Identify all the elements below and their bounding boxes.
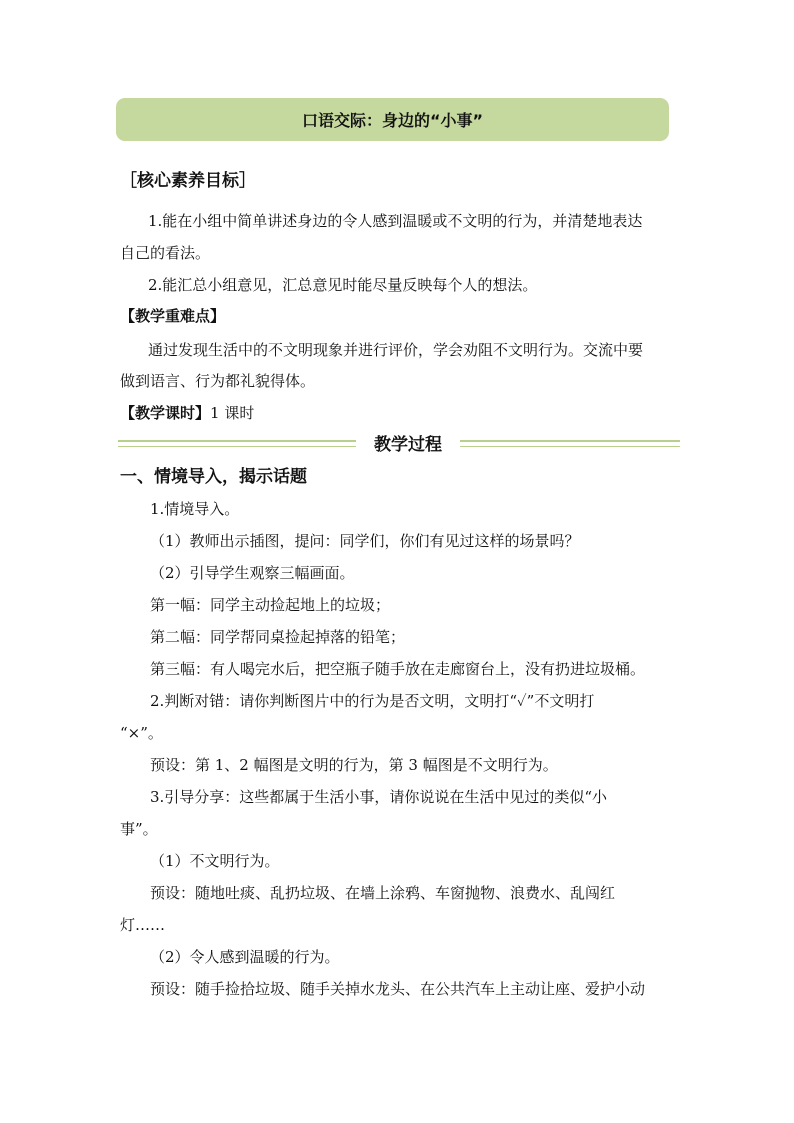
class-hours-value: 1 课时 [210,404,255,422]
section-1-line: 事”。 [120,820,158,838]
section-1-line: （2）令人感到温暖的行为。 [150,948,340,966]
goal-1-line-1: 1.能在小组中简单讲述身边的令人感到温暖或不文明的行为，并清楚地表达 [148,212,643,230]
divider-rule-right-top [460,440,680,442]
class-hours [120,402,794,424]
lesson-title: 口语交际：身边的“小事” [301,111,484,130]
key-points-line-2: 做到语言、行为都礼貌得体。 [120,372,316,390]
divider-rule-right-bottom [460,446,680,447]
section-1-line: （1）教师出示插图，提问：同学们，你们有见过这样的场景吗？ [150,532,580,550]
process-title: 教学过程 [374,435,442,455]
section-1-line: 第三幅：有人喝完水后，把空瓶子随手放在走廊窗台上，没有扔进垃圾桶。 [150,660,646,678]
section-1-line: 预设：随地吐痰、乱扔垃圾、在墙上涂鸦、车窗抛物、浪费水、乱闯红 [150,884,616,902]
section-1-line: 3.引导分享：这些都属于生活小事，请你说说在生活中见过的类似“小 [150,788,607,806]
class-hours-label: 【教学课时】 [120,404,211,422]
lesson-title-banner [116,98,669,141]
process-divider [118,432,680,458]
key-points-heading: 【教学重难点】 [120,307,226,325]
divider-rule-left-bottom [118,446,356,447]
section-1-line: 2.判断对错：请你判断图片中的行为是否文明，文明打“✓”不文明打 [150,692,595,710]
goals-heading: ［核心素养目标］ [120,171,256,191]
section-1-line: 预设：第 1、2 幅图是文明的行为，第 3 幅图是不文明行为。 [150,756,558,774]
section-1-line: 预设：随手捡拾垃圾、随手关掉水龙头、在公共汽车上主动让座、爱护小动 [150,980,646,998]
section-1-line: 灯…… [120,916,166,934]
goal-2: 2.能汇总小组意见，汇总意见时能尽量反映每个人的想法。 [148,276,538,294]
section-1-line: （1）不文明行为。 [150,852,280,870]
section-1-line: 第一幅：同学主动捡起地上的垃圾； [150,596,391,614]
section-1-heading: 一、情境导入，揭示话题 [120,467,307,487]
key-points-line-1: 通过发现生活中的不文明现象并进行评价，学会劝阻不文明行为。交流中要 [148,341,644,359]
section-1-line: 1.情境导入。 [150,500,240,518]
section-1-line: 第二幅：同学帮同桌捡起掉落的铅笔； [150,628,406,646]
divider-rule-left-top [118,440,356,442]
section-1-line: （2）引导学生观察三幅画面。 [150,564,355,582]
goal-1-line-2: 自己的看法。 [120,244,211,262]
section-1-line: “×”。 [120,724,163,742]
